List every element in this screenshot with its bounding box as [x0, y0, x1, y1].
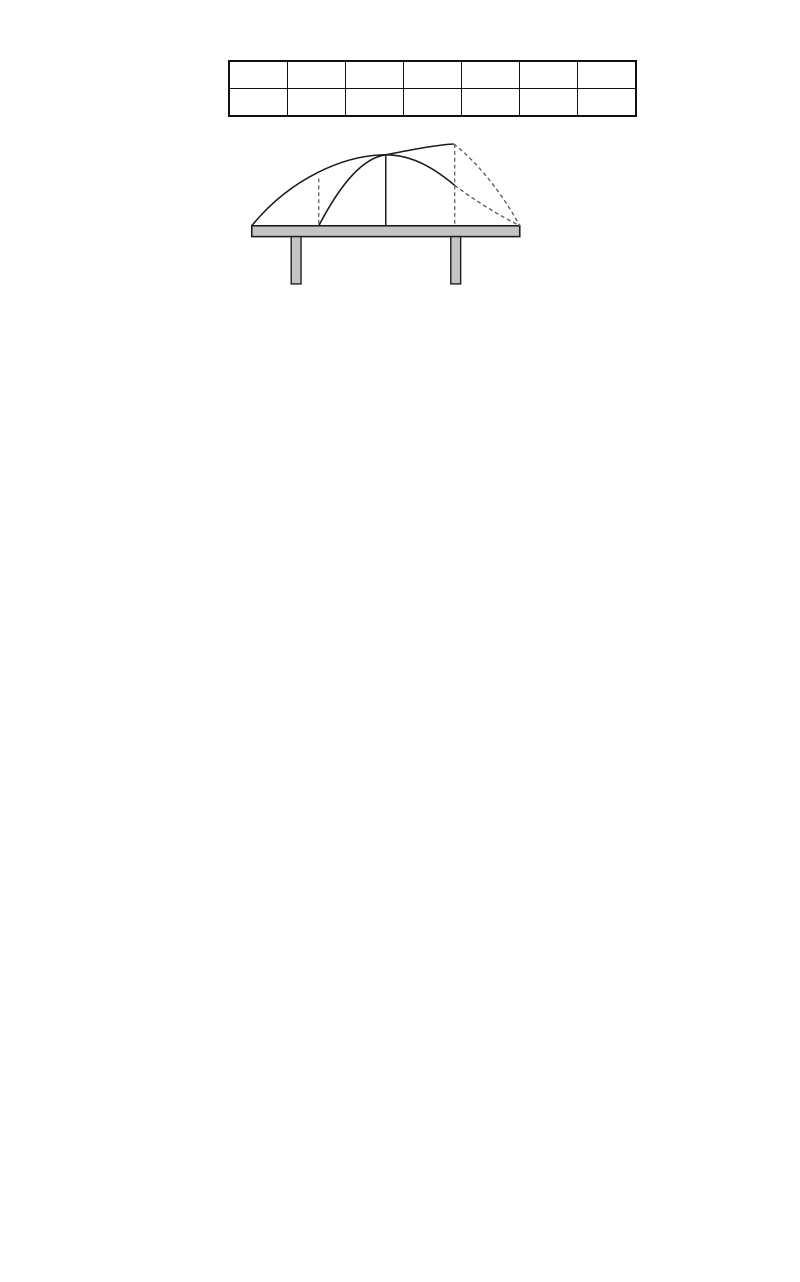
trajectory-diagram	[236, 129, 571, 292]
answer-cell	[288, 89, 346, 117]
question-number-cell	[404, 61, 462, 89]
table-leg-right	[450, 237, 460, 284]
answer-table-number-row	[229, 61, 636, 89]
trajectory-m-to-b-dashed	[454, 185, 519, 225]
question-number-cell	[462, 61, 520, 89]
question-number-cell	[578, 61, 637, 89]
trajectory-figure	[233, 129, 573, 297]
answer-cell	[404, 89, 462, 117]
question-number-cell	[346, 61, 404, 89]
answer-cell	[462, 89, 520, 117]
answer-table	[228, 60, 637, 117]
answer-cell	[346, 89, 404, 117]
answer-table-row-label	[229, 61, 288, 89]
question-number-cell	[520, 61, 578, 89]
trajectory-n-to-b-dashed	[453, 144, 519, 226]
answer-cell	[578, 89, 637, 117]
answer-table-answer-row	[229, 89, 636, 117]
question-number-cell	[288, 61, 346, 89]
table-surface	[251, 226, 519, 237]
answer-table-row-label	[229, 89, 288, 117]
table-leg-left	[291, 237, 301, 284]
answer-cell	[520, 89, 578, 117]
trajectory-a-to-m	[251, 155, 454, 226]
